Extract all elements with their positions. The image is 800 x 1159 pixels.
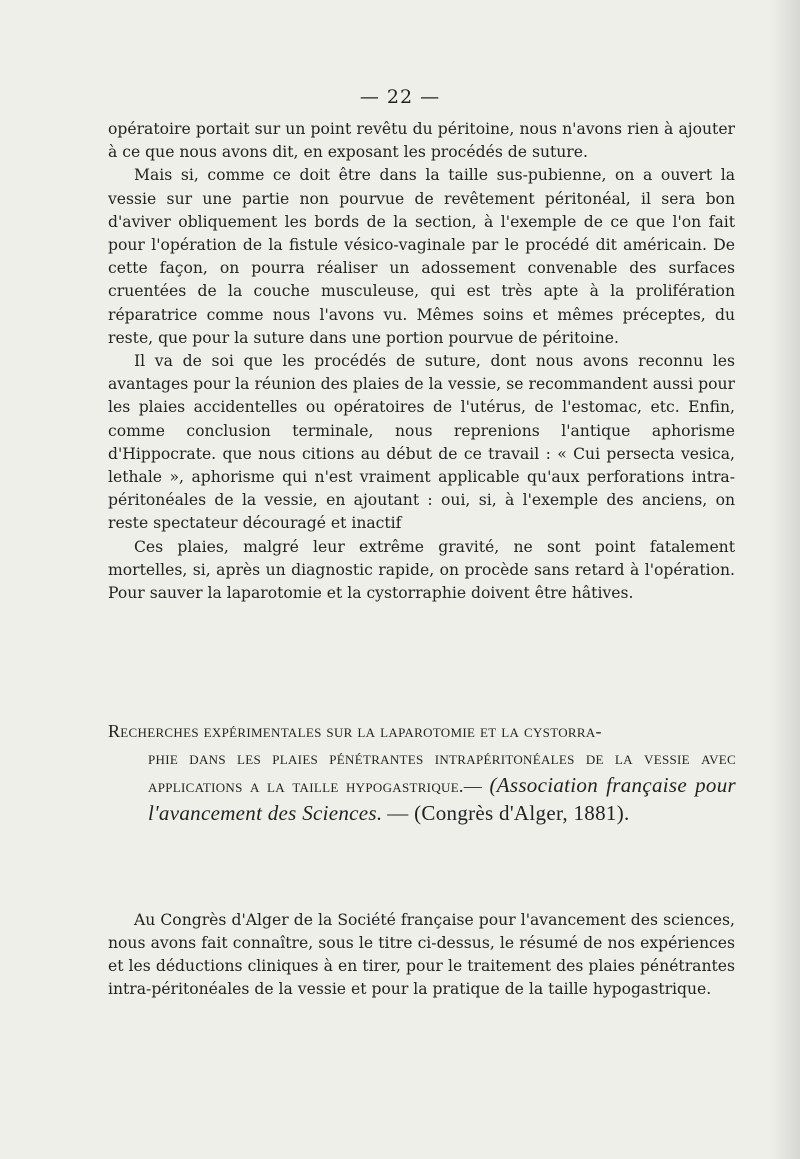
page-edge-shadow [770, 0, 800, 1159]
paragraph-2: Mais si, comme ce doit être dans la taille sus-pubienne, on a ouvert la vessie sur une partie non pourvue de revêtement péritonéal, il sera bon d'aviver obliquement les bords de la section, à l'exemple de ce que l'on fait pour l'opération de la fistule vésico-vaginale par le procédé dit américain. De cette façon, on pourra réaliser un adossement convenable des surfaces cruentées de la couche musculeuse, qui est très apte à la prolifération réparatrice comme nous l'avons vu. Mêmes soins et mêmes préceptes, du reste, que pour la suture dans une portion pourvue de péritoine. [108, 166, 735, 347]
heading-congress: — (Congrès d'Alger, 1881). [387, 801, 630, 825]
paragraph-3: Il va de soi que les procédés de suture, dont nous avons reconnu les avantages pour la réunion des plaies de la vessie, se recommandent aussi pour les plaies accidentelles ou opératoires de l'utérus, de l'estomac, etc. Enfin, comme conclusion terminale, nous reprenions l'antique aphorisme d'Hippocrate. que nous citions au début de ce travail : « Cui persecta vesica, lethale », aphorisme qui n'est vraiment applicable qu'aux perforations intra-péritonéales de la vessie, en ajoutant : oui, si, à l'exemple des anciens, on reste spectateur découragé et inactif [108, 352, 735, 533]
paragraph-4: Ces plaies, malgré leur extrême gravité, ne sont point fatalement mortelles, si, après un diagnostic rapide, on procède sans retard à l'opération. Pour sauver la laparotomie et la cystorraphie doivent être hâtives. [108, 537, 735, 603]
paragraph-1: opératoire portait sur un point revêtu du péritoine, nous n'avons rien à ajouter à ce que nous avons dit, en exposant les procédés de suture. [108, 120, 735, 162]
body-text [108, 118, 735, 605]
heading-italic-source: (Association française pour l'avancement des Sciences. [148, 773, 737, 825]
section-paragraph: Au Congrès d'Alger de la Société française pour l'avancement des sciences, nous avons fait connaître, sous le titre ci-dessus, le résumé de nos expériences et les déductions cliniques à en tirer, pour le traitement des plaies pénétrantes intra-péritonéales de la vessie et pour la pratique de la taille hypogastrique. [108, 910, 735, 999]
heading-line-1: Recherches expérimentales sur la laparotomie et la cystorra- [108, 721, 602, 741]
section-heading [108, 718, 736, 828]
heading-line-2: phie dans les plaies pénétrantes intrapéritonéales de la vessie avec applications a la taille hypogastrique.— [148, 748, 736, 796]
page-number: — 22 — [359, 86, 441, 108]
heading-continuation [108, 745, 736, 828]
